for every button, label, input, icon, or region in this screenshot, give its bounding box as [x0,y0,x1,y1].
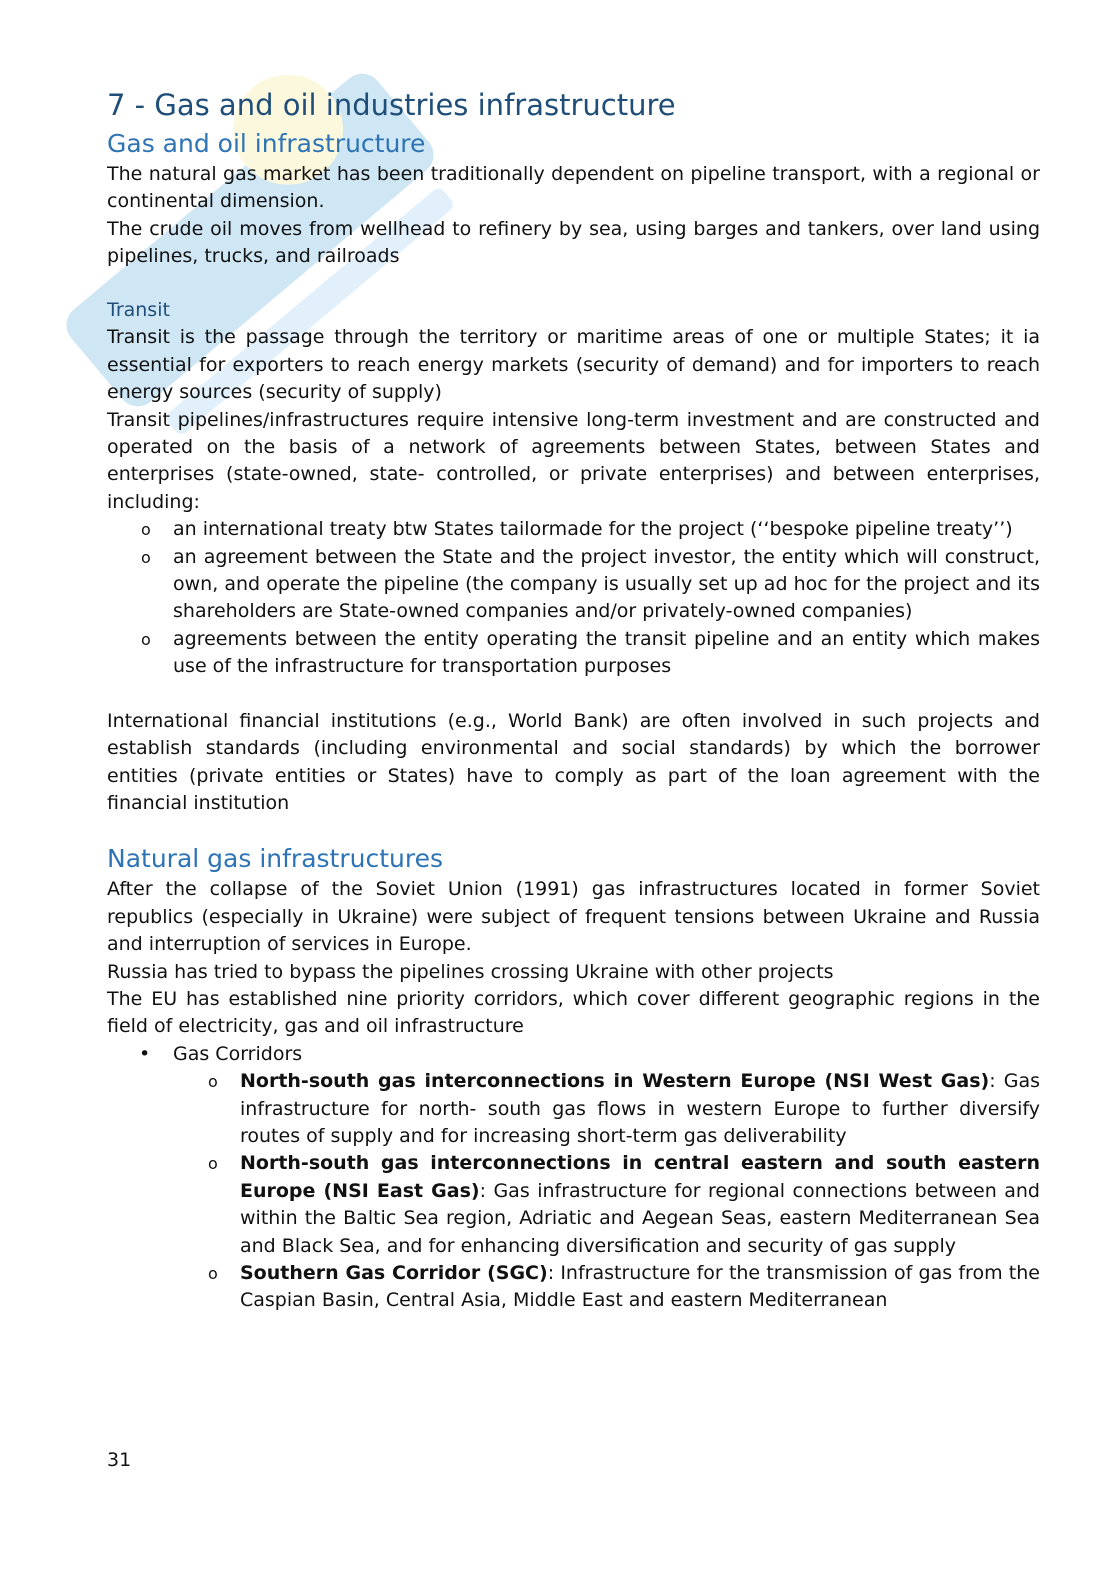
corridor-name: Southern Gas Corridor (SGC) [240,1262,548,1285]
list-item [107,626,1040,681]
paragraph: Transit is the passage through the territory or maritime areas of one or multiple States; it ia essential for exporters to reach energy markets (security of demand) and for importers to reach energy sources (security of supply) [107,326,1040,404]
section-heading-gas-oil: Gas and oil infrastructure [107,128,426,158]
list-item-text: Gas Corridors [173,1042,303,1065]
list-item [107,544,1040,626]
paragraph: The EU has established nine priority corridors, which cover different geographic regions in the field of electricity, gas and oil infrastructure [107,987,1040,1038]
bullet-marker: • [139,1042,151,1065]
list-marker: o [141,520,151,540]
list-marker: o [208,1072,218,1092]
list-marker: o [141,547,151,567]
list-item [107,1068,1040,1150]
corridor-name: North-south gas interconnections in Western Europe (NSI West Gas) [240,1070,990,1093]
gas-corridors-list [107,1068,1040,1315]
paragraph: The natural gas market has been traditionally dependent on pipeline transport, with a regional or continental dimension. [107,162,1040,213]
list-item [107,1150,1040,1260]
agreements-list [107,516,1040,680]
list-item [107,1260,1040,1315]
list-marker: o [141,629,151,649]
paragraph: Transit pipelines/infrastructures require intensive long-term investment and are constructed and operated on the basis of a network of agreements between States, between States and enterprises (state-owned, state- controlled, or private enterprises) and between enterprises, including: [107,408,1040,513]
list-item-text: an international treaty btw States tailormade for the project (‘‘bespoke pipeline treaty’’) [173,518,1013,541]
list-item-text: agreements between the entity operating the transit pipeline and an entity which makes use of the infrastructure for transportation purposes [173,627,1040,678]
list-marker: o [208,1264,218,1284]
paragraph: After the collapse of the Soviet Union (1991) gas infrastructures located in former Soviet republics (especially in Ukraine) were subject of frequent tensions between Ukraine and Russia and interruption of services in Europe. [107,878,1040,956]
section-heading-natural-gas: Natural gas infrastructures [107,844,443,874]
paragraph: International financial institutions (e.g., World Bank) are often involved in such projects and establish standards (including environmental and social standards) by which the borrower entities (private entities or States) have to comply as part of the loan agreement with the financial institution [107,709,1040,814]
corridor-description: : Gas infrastructure for regional connections between and within the Baltic Sea region, Adriatic and Aegean Seas, eastern Mediterranean Sea and Black Sea, and for enhancing diversification and security of gas supply [240,1179,1040,1257]
list-item [107,1041,1040,1068]
corridor-name: North-south gas interconnections in central eastern and south eastern Europe (NSI East Gas) [240,1152,1040,1202]
corridor-description: : Infrastructure for the transmission of gas from the Caspian Basin, Central Asia, Middle East and eastern Mediterranean [240,1262,1040,1312]
subheading-transit: Transit [107,299,170,322]
corridor-bullets [107,1041,1040,1068]
list-item-text: an agreement between the State and the project investor, the entity which will construct, own, and operate the pipeline (the company is usually set up ad hoc for the project and its shareholders are State-owned companies and/or privately-owned companies) [173,545,1040,623]
page-title: 7 - Gas and oil industries infrastructure [107,88,676,122]
paragraph: Russia has tried to bypass the pipelines crossing Ukraine with other projects [107,960,834,983]
corridor-description: : Gas infrastructure for north- south gas flows in western Europe to further diversify routes of supply and for increasing short-term gas deliverability [240,1070,1040,1147]
paragraph: The crude oil moves from wellhead to refinery by sea, using barges and tankers, over land using pipelines, trucks, and railroads [107,217,1040,268]
list-item [107,516,1040,543]
list-marker: o [208,1154,218,1174]
page-number: 31 [107,1449,132,1471]
document-page [107,88,1040,1315]
